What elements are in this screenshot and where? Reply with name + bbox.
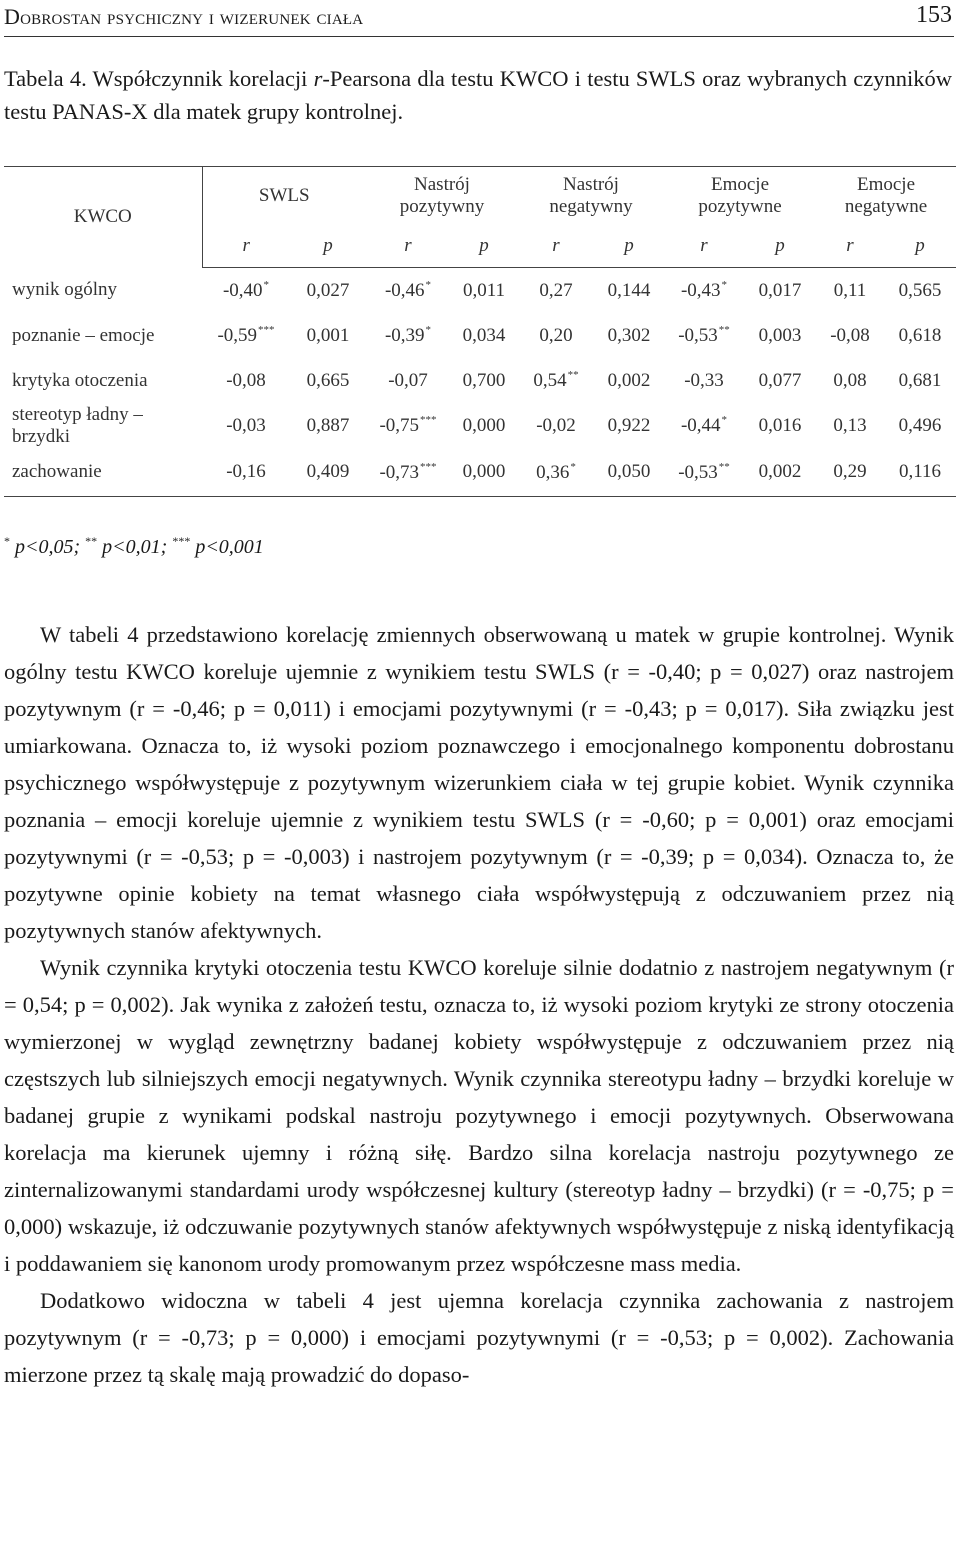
table-cell: 0,922 (607, 414, 651, 436)
table-cell: 0,027 (306, 279, 350, 301)
table-cell: 0,08 (833, 369, 867, 391)
subheader-cell: p (884, 225, 956, 268)
caption-prefix: Tabela 4. Współczynnik korelacji (4, 66, 314, 91)
table-cell: 0,016 (758, 414, 802, 436)
group-header-nastroj-negatywny: Nastrój negatywny (518, 167, 664, 226)
subheader-cell: r (202, 225, 290, 268)
significance-marker: *** (420, 414, 437, 426)
group-header-swls: SWLS (202, 167, 366, 226)
table-cell: 0,565 (898, 279, 942, 301)
table-cell: 0,700 (462, 369, 506, 391)
table-cell: -0,73*** (366, 448, 450, 497)
subheader-cell: r (664, 225, 744, 268)
table-cell: 0,002 (607, 369, 651, 391)
table-cell: 0,003 (758, 324, 802, 346)
table-cell: 0,000 (450, 448, 518, 497)
significance-marker: ** (718, 460, 730, 473)
table-cell: 0,011 (462, 279, 506, 301)
subheader-cell: p (450, 225, 518, 268)
row-label: wynik ogólny (12, 279, 118, 301)
table-cell: -0,75*** (379, 414, 437, 436)
table-row (4, 268, 956, 314)
significance-marker: * (263, 279, 270, 291)
table-cell: 0,017 (758, 279, 802, 301)
row-label: poznanie – emocje (12, 324, 155, 346)
table-cell: 0,002 (744, 448, 816, 497)
table-cell: 0,36* (518, 448, 594, 497)
running-header (4, 0, 954, 37)
group-header-emocje-pozytywne: Emocje pozytywne (664, 167, 816, 226)
table-caption (4, 62, 952, 128)
table-cell: 0,409 (290, 448, 366, 497)
table-cell: 0,887 (306, 414, 350, 436)
table-body (4, 268, 956, 497)
table-cell: -0,44* (680, 414, 728, 436)
body-text (4, 616, 954, 1393)
table-row (4, 358, 956, 403)
table-cell: -0,43* (680, 279, 728, 301)
table-cell: -0,39* (384, 324, 432, 346)
row-label: zachowanie (4, 448, 202, 497)
table-cell: 0,000 (462, 414, 506, 436)
significance-marker: ** (567, 369, 579, 381)
table-cell: 0,20 (539, 324, 573, 346)
significance-marker: * (425, 324, 432, 336)
page-number: 153 (916, 2, 952, 28)
table-cell: 0,116 (884, 448, 956, 497)
body-paragraph: Dodatkowo widoczna w tabeli 4 jest ujemna korelacja czynnika zachowania z nastrojem pozytywnym (r = -0,73; p = 0,000) i emocjami pozytywnymi (r = -0,53; p = 0,002). Zachowania mierzone przez tą skalę mają prowadzić do dopaso- (4, 1288, 954, 1387)
table-cell: 0,001 (306, 324, 350, 346)
table-row (4, 403, 956, 448)
table-cell: -0,33 (684, 369, 724, 391)
body-paragraph: W tabeli 4 przedstawiono korelację zmiennych obserwowaną u matek w grupie kontrolnej. Wynik ogólny testu KWCO koreluje ujemnie z wynikiem testu SWLS (r = -0,40; p = 0,027) oraz nastrojem pozytywnym (r = -0,46; p = 0,011) i emocjami pozytywnymi (r = -0,43; p = 0,017). Siła związku jest umiarkowana. Oznacza to, iż wysoki poziom poznawczego i emocjonalnego komponentu dobrostanu psychicznego współwystępuje z pozytywnym wizerunkiem ciała w tej grupie kobiet. Wynik czynnika poznania – emocji koreluje ujemnie z wynikiem testu SWLS (r = -0,60; p = 0,001) oraz emocjami pozytywnymi (r = -0,53; p = -0,003) i nastrojem pozytywnym (r = -0,39; p = 0,034). Oznacza to, że pozytywne opinie kobiety na temat własnego ciała współwystępują z odczuwaniem przez nią pozytywnych stanów afektywnych. (4, 622, 954, 943)
table-cell: 0,13 (833, 414, 867, 436)
table-cell: 0,665 (306, 369, 350, 391)
table-cell: -0,59*** (217, 324, 275, 346)
table-cell: 0,496 (898, 414, 942, 436)
table-cell: 0,11 (833, 279, 867, 301)
table-row (4, 313, 956, 358)
table-cell: 0,29 (816, 448, 884, 497)
table-corner-label: KWCO (4, 167, 202, 268)
table-cell: -0,07 (388, 369, 428, 391)
table-cell: 0,27 (539, 279, 573, 301)
significance-marker: ** (718, 324, 730, 336)
caption-suffix: -Pearsona dla testu KWCO i testu SWLS oraz wybranych czynników testu PANAS-X dla matek grupy kontrolnej. (4, 66, 952, 124)
subheader-cell: p (594, 225, 664, 268)
table-cell: -0,53** (664, 448, 744, 497)
table-cell: 0,077 (758, 369, 802, 391)
significance-marker: *** (420, 460, 437, 473)
table-cell: 0,034 (462, 324, 506, 346)
subheader-cell: p (290, 225, 366, 268)
table-cell: -0,08 (226, 369, 266, 391)
table-cell: -0,03 (226, 414, 266, 436)
subheader-cell: r (366, 225, 450, 268)
table-cell: -0,02 (536, 414, 576, 436)
table-cell: 0,618 (898, 324, 942, 346)
table-cell: 0,302 (607, 324, 651, 346)
running-title: Dobrostan psychiczny i wizerunek ciała (4, 4, 364, 29)
subheader-cell: r (518, 225, 594, 268)
table-cell: -0,08 (830, 324, 870, 346)
row-label: stereotyp ładny – brzydki (12, 403, 143, 447)
table-cell: -0,46* (384, 279, 432, 301)
table-cell: -0,53** (678, 324, 730, 346)
group-header-emocje-negatywne: Emocje negatywne (816, 167, 956, 226)
group-header-nastroj-pozytywny: Nastrój pozytywny (366, 167, 518, 226)
table-cell: 0,144 (607, 279, 651, 301)
subheader-cell: r (816, 225, 884, 268)
table-cell: -0,40* (222, 279, 270, 301)
significance-marker: *** (258, 324, 275, 336)
significance-marker: * (721, 414, 728, 426)
table-cell: 0,050 (594, 448, 664, 497)
significance-marker: * (721, 279, 728, 291)
correlation-table (4, 166, 956, 497)
significance-marker: * (425, 279, 432, 291)
table-row (4, 448, 956, 497)
table-cell: 0,681 (898, 369, 942, 391)
table-cell: -0,16 (202, 448, 290, 497)
body-paragraph: Wynik czynnika krytyki otoczenia testu KWCO koreluje silnie dodatnio z nastrojem negatywnym (r = 0,54; p = 0,002). Jak wynika z założeń testu, oznacza to, iż wysoki poziom krytyki ze strony otoczenia wymierzonej w wygląd zewnętrzny badanej kobiety współwystępuje z odczuwaniem przez nią częstszych lub silniejszych emocji negatywnych. Wynik czynnika stereotypu ładny – brzydki koreluje w badanej grupie z wynikami podskal nastroju pozytywnego i emocji pozytywnych. Obserwowana korelacja ma kierunek ujemny i różną siłę. Bardzo silna korelacja nastroju pozytywnego ze zinternalizowanymi standardami urody współczesnej kultury (stereotyp ładny – brzydki) (r = -0,75; p = 0,000) wskazuje, iż odczuwanie pozytywnych stanów afektywnych współwystępuje z niską identyfikacją i poddawaniem się kanonom urody promowanym przez współczesne mass media. (4, 955, 954, 1276)
table-cell: 0,54** (533, 369, 579, 391)
subheader-cell: p (744, 225, 816, 268)
row-label: krytyka otoczenia (12, 369, 148, 391)
significance-marker: * (570, 460, 576, 473)
table-footnote: * p<0,05; ** p<0,01; *** p<0,001 (4, 534, 264, 558)
caption-r: r (313, 66, 323, 91)
